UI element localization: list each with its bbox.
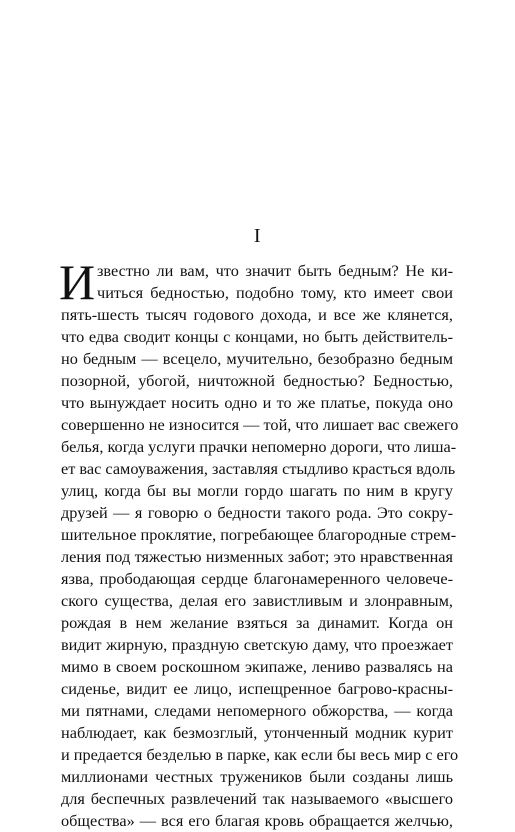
text-line: ления под тяжестью низменных забот; это нравственная <box>61 547 453 566</box>
text-line: ми пятнами, следами непомерного обжорства, — когда <box>61 701 453 720</box>
text-line: общества» — вся его благая кровь обращается желчью, <box>61 811 453 830</box>
text-line: что вынуждает носить одно и то же платье, покуда оно <box>61 393 453 412</box>
text-line: читься бедностью, подобно тому, кто имеет свои <box>97 283 453 302</box>
text-line: звестно ли вам, что значит быть бедным? Не ки- <box>97 261 453 280</box>
text-line: что едва сводит концы с концами, но быть действитель- <box>61 327 453 346</box>
text-line: наблюдает, как безмозглый, утонченный модник курит <box>61 723 453 742</box>
chapter-number: I <box>253 225 262 247</box>
text-line: друзей — я говорю о бедности такого рода. Это сокру- <box>61 503 453 522</box>
text-line: но бедным — всецело, мучительно, безобразно бедным <box>61 349 453 368</box>
text-line: шительное проклятие, погребающее благородные стрем- <box>61 525 457 544</box>
text-line: для беспечных развлечений так называемого «высшего <box>61 789 453 808</box>
text-line: миллионами честных тружеников были созданы лишь <box>61 767 453 786</box>
text-line: ет вас самоуважения, заставляя стыдливо красться вдоль <box>61 459 456 478</box>
text-line: улиц, когда бы вы могли гордо шагать по ним в кругу <box>61 481 453 500</box>
drop-cap: И <box>59 254 96 310</box>
text-line: позорной, убогой, ничтожной бедностью? Бедностью, <box>61 371 453 390</box>
text-line: сиденье, видит ее лицо, испещренное багрово-красны- <box>61 679 453 698</box>
text-line: ского существа, делая его завистливым и злонравным, <box>61 591 453 610</box>
body-text <box>59 254 459 832</box>
text-line: белья, когда услуги прачки непомерно дороги, что лиша- <box>61 437 457 456</box>
text-line: рождая в нем желание взяться за динамит. Когда он <box>61 613 453 632</box>
text-line: мимо в своем роскошном экипаже, лениво развалясь на <box>61 657 453 676</box>
text-line: и предается безделью в парке, как если бы весь мир с его <box>61 745 459 764</box>
text-line: видит жирную, праздную светскую даму, что проезжает <box>61 635 453 654</box>
text-line: язва, прободающая сердце благонамеренного человече- <box>61 569 453 588</box>
text-line: пять-шесть тысяч годового дохода, и все же клянется, <box>61 305 453 324</box>
text-line: совершенно не износится — той, что лишает вас свежего <box>61 415 459 434</box>
